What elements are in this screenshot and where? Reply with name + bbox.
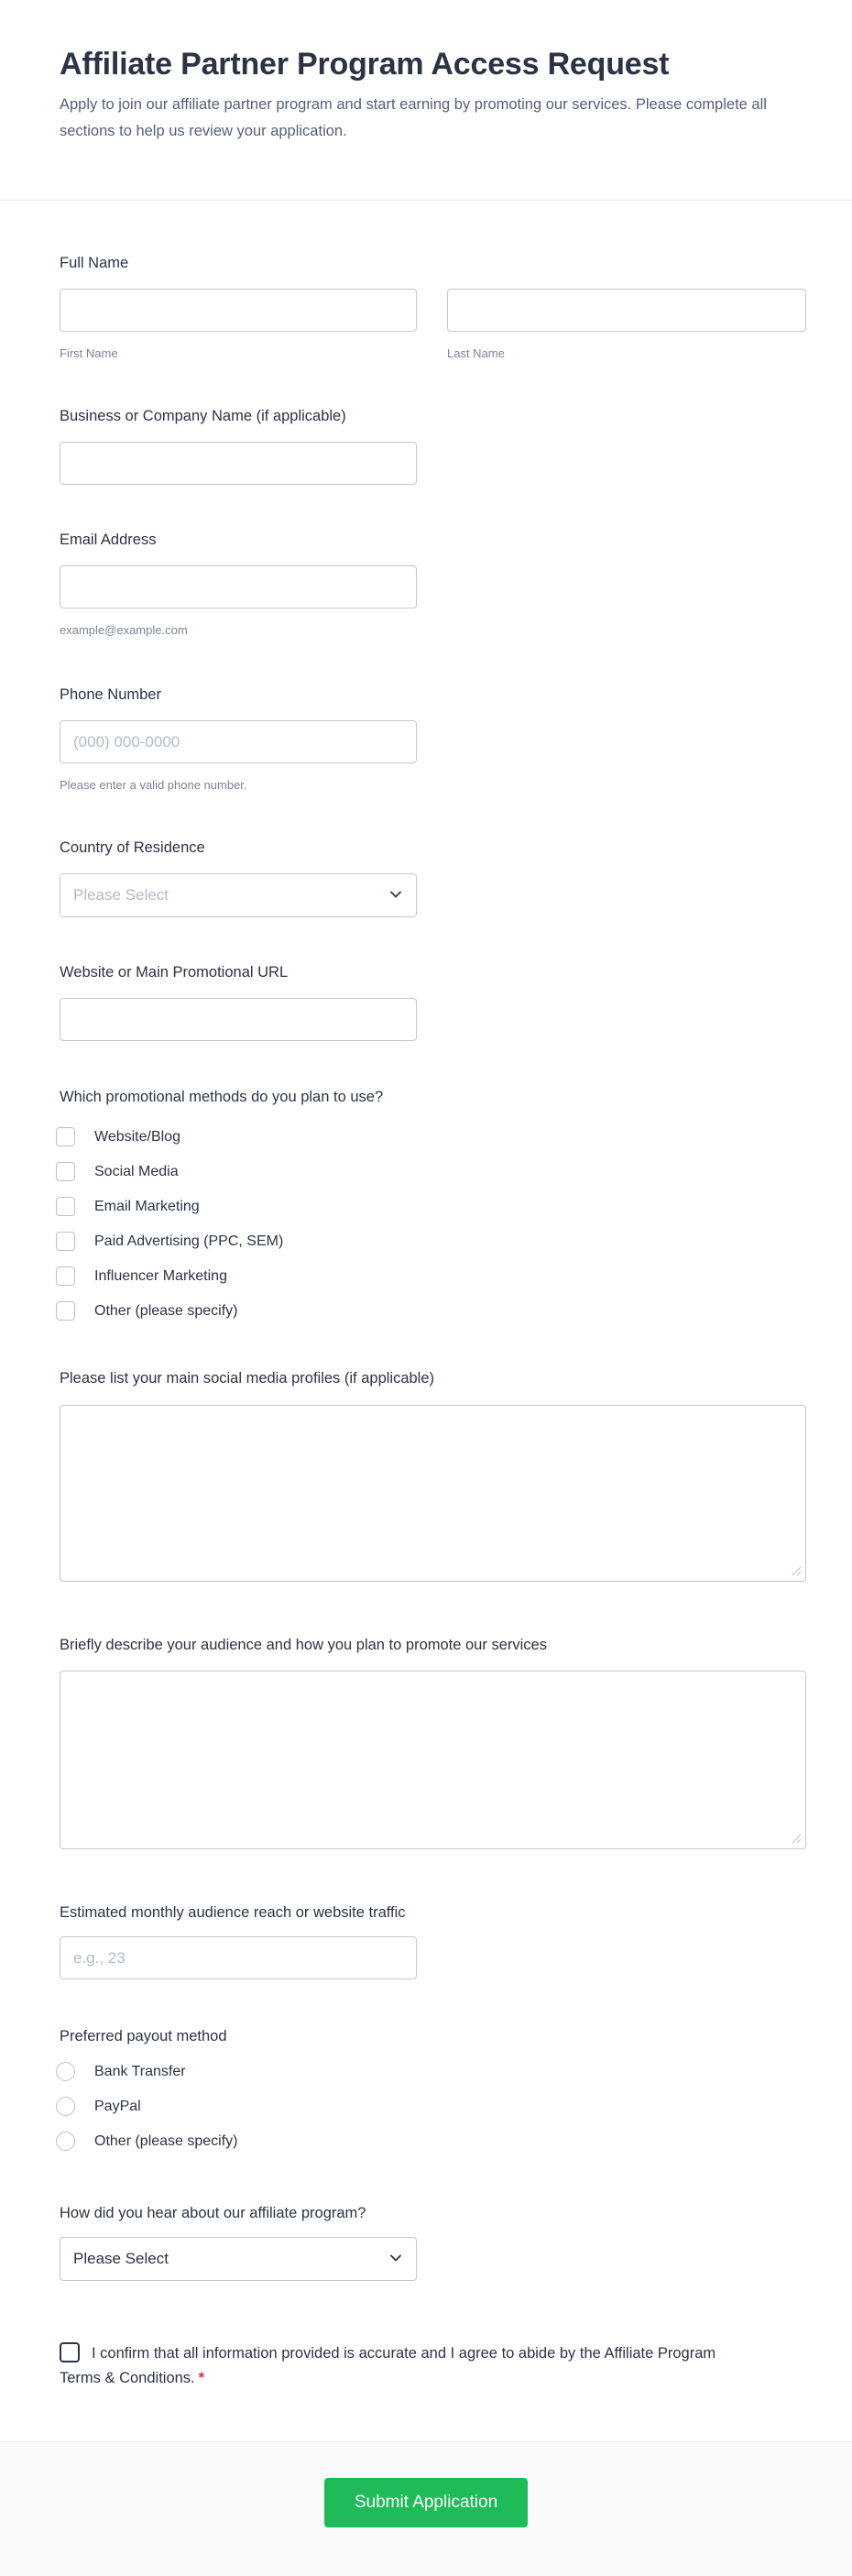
phone-sublabel: Please enter a valid phone number.: [60, 778, 247, 792]
business-name-label: Business or Company Name (if applicable): [60, 408, 346, 424]
country-select-value: Please Select: [73, 886, 169, 904]
consent-text: I confirm that all information provided is accurate and I agree to abide by the Affiliate Program Terms & Conditions.: [60, 2345, 716, 2386]
consent-checkbox[interactable]: [60, 2342, 80, 2362]
required-asterisk: *: [198, 2370, 205, 2386]
payout-label: Preferred payout method: [60, 2028, 227, 2044]
field-promo-methods: [60, 1088, 806, 1321]
promo-methods-options: [60, 1127, 806, 1321]
field-consent: [60, 2341, 806, 2391]
social-profiles-label: Please list your main social media profiles (if applicable): [60, 1370, 435, 1387]
option-label: Other (please specify): [94, 1303, 238, 1319]
field-social-profiles: [60, 1369, 806, 1582]
consent-row[interactable]: [60, 2341, 742, 2391]
audience-textarea[interactable]: [60, 1671, 806, 1849]
referral-select[interactable]: [60, 2237, 417, 2281]
chevron-down-icon: [390, 891, 401, 898]
field-business-name: [60, 407, 806, 485]
checkbox-option-influencer-marketing[interactable]: [60, 1266, 806, 1286]
social-profiles-textarea[interactable]: [60, 1405, 806, 1582]
option-label: Other (please specify): [94, 2133, 238, 2149]
checkbox-icon[interactable]: [56, 1162, 75, 1181]
referral-select-value: Please Select: [73, 2250, 169, 2267]
country-select[interactable]: [60, 873, 417, 917]
option-label: Influencer Marketing: [94, 1268, 227, 1284]
field-full-name: [60, 254, 806, 361]
form-footer: [0, 2441, 852, 2576]
field-country: [60, 839, 806, 917]
phone-input[interactable]: [60, 720, 417, 763]
checkbox-option-social-media[interactable]: [60, 1162, 806, 1181]
last-name-input[interactable]: [447, 289, 806, 332]
option-label: Email Marketing: [94, 1199, 200, 1214]
website-label: Website or Main Promotional URL: [60, 964, 289, 981]
reach-input[interactable]: [60, 1936, 417, 1979]
option-label: PayPal: [94, 2099, 141, 2114]
audience-label: Briefly describe your audience and how you plan to promote our services: [60, 1637, 547, 1653]
radio-option-paypal[interactable]: [60, 2097, 806, 2116]
chevron-down-icon: [390, 2254, 401, 2262]
option-label: Social Media: [94, 1164, 179, 1179]
last-name-sublabel: Last Name: [447, 346, 505, 360]
full-name-label: Full Name: [60, 255, 129, 271]
option-label: Website/Blog: [94, 1129, 180, 1145]
country-label: Country of Residence: [60, 839, 205, 856]
checkbox-option-other[interactable]: [60, 1301, 806, 1321]
checkbox-option-email-marketing[interactable]: [60, 1197, 806, 1216]
checkbox-icon[interactable]: [56, 1127, 75, 1146]
page-title: Affiliate Partner Program Access Request: [60, 47, 670, 82]
radio-icon[interactable]: [56, 2097, 75, 2116]
checkbox-icon[interactable]: [56, 1232, 75, 1251]
field-website: [60, 963, 806, 1041]
submit-button[interactable]: Submit Application: [324, 2478, 528, 2527]
checkbox-option-website-blog[interactable]: [60, 1127, 806, 1146]
first-name-input[interactable]: [60, 289, 417, 332]
radio-option-other[interactable]: [60, 2132, 806, 2151]
page-subtitle: Apply to join our affiliate partner program and start earning by promoting our services. Please complete all sections to help us review your application.: [60, 96, 767, 139]
email-input[interactable]: [60, 565, 417, 608]
checkbox-icon[interactable]: [56, 1301, 75, 1321]
field-payout: [60, 2027, 806, 2151]
radio-icon[interactable]: [56, 2062, 75, 2081]
form-header: [0, 0, 852, 201]
radio-icon[interactable]: [56, 2132, 75, 2151]
promo-methods-label: Which promotional methods do you plan to use?: [60, 1089, 384, 1105]
business-name-input[interactable]: [60, 442, 417, 485]
phone-label: Phone Number: [60, 686, 161, 703]
field-reach: [60, 1903, 806, 1979]
first-name-sublabel: First Name: [60, 346, 118, 360]
option-label: Bank Transfer: [94, 2064, 186, 2079]
checkbox-icon[interactable]: [56, 1197, 75, 1216]
payout-options: [60, 2062, 806, 2151]
field-referral: [60, 2204, 806, 2281]
referral-label: How did you hear about our affiliate program?: [60, 2205, 366, 2221]
email-sublabel: example@example.com: [60, 623, 188, 637]
radio-option-bank-transfer[interactable]: [60, 2062, 806, 2081]
form-body: [0, 254, 852, 2441]
website-input[interactable]: [60, 998, 417, 1041]
field-phone: [60, 685, 806, 793]
reach-label: Estimated monthly audience reach or website traffic: [60, 1904, 406, 1921]
option-label: Paid Advertising (PPC, SEM): [94, 1233, 284, 1249]
checkbox-icon[interactable]: [56, 1266, 75, 1286]
checkbox-option-paid-advertising[interactable]: [60, 1232, 806, 1251]
email-label: Email Address: [60, 532, 157, 548]
field-email: [60, 531, 806, 638]
field-audience: [60, 1636, 806, 1849]
